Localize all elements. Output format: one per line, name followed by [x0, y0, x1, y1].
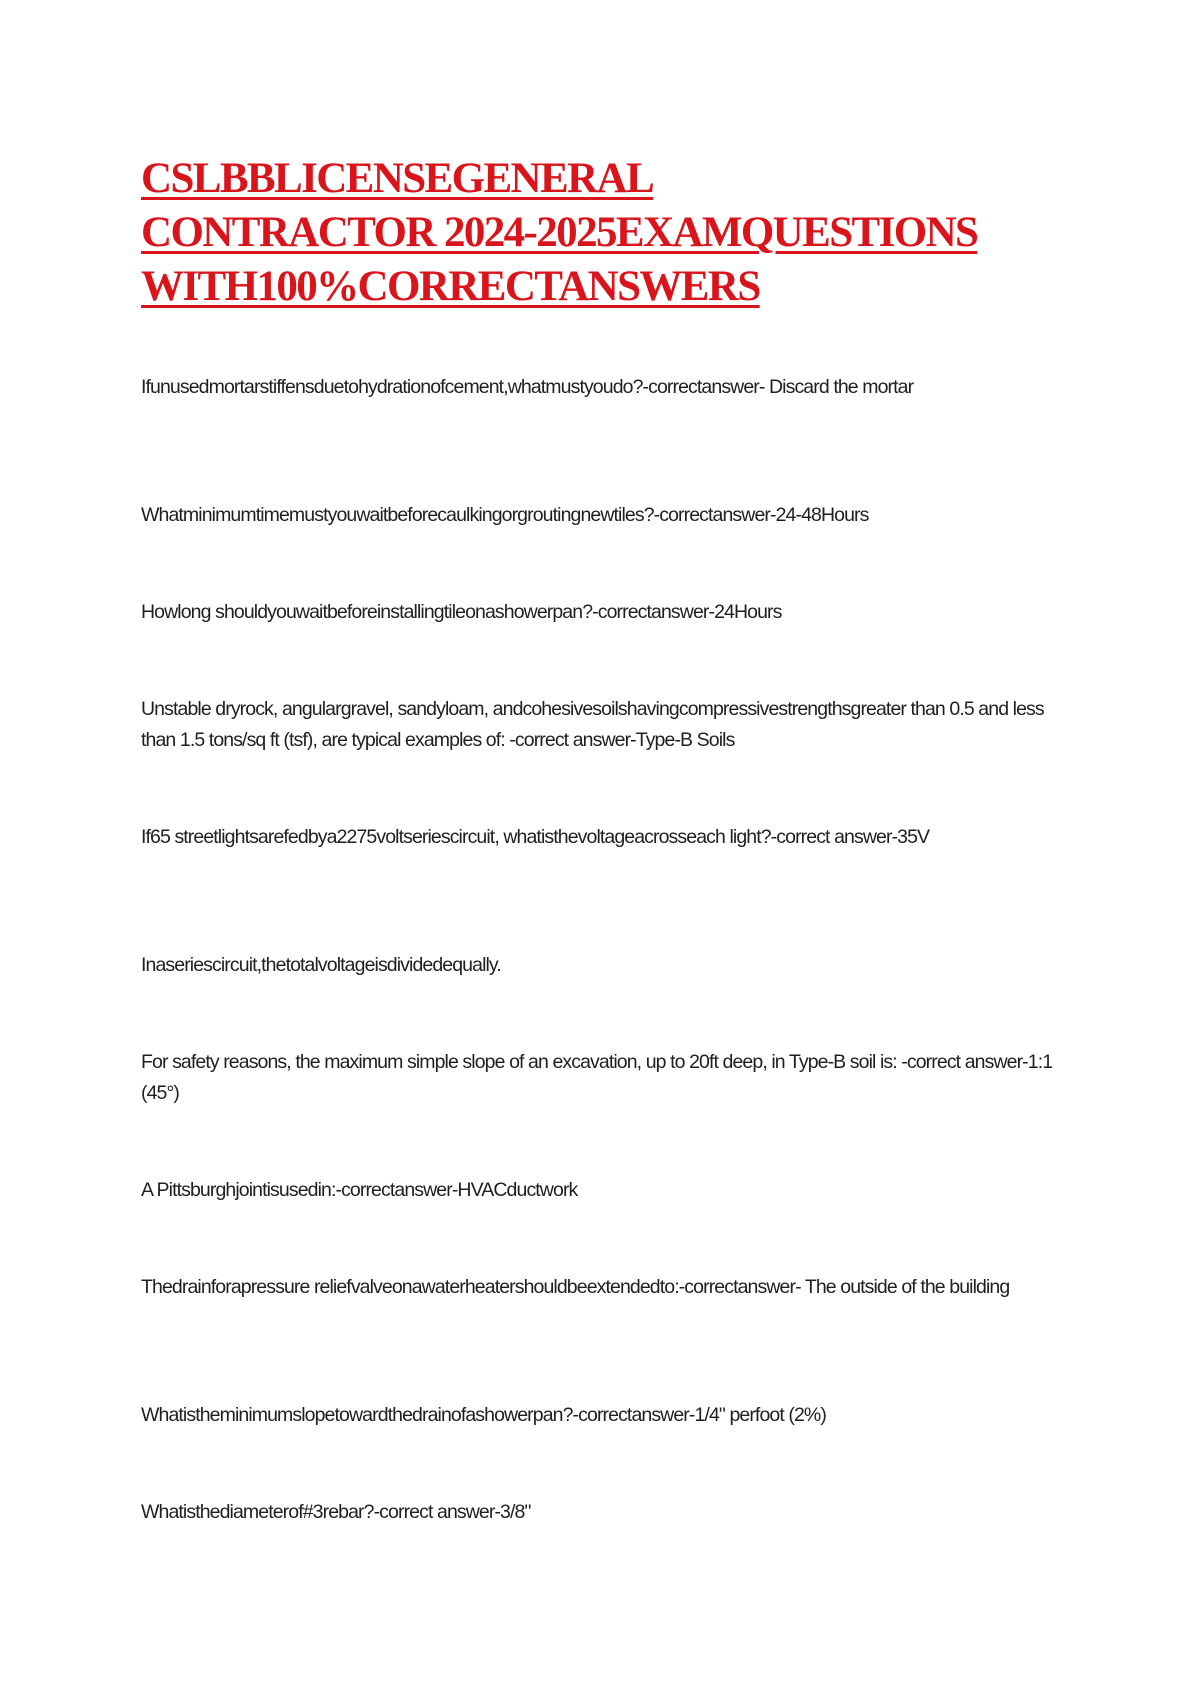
- qa-item: Unstable dryrock, angulargravel, sandyloam, andcohesivesoilshavingcompressivestrengthsgreater than 0.5 and less than 1.5 tons/sq ft (tsf), are typical examples of: -correct answer-Type-B Soils: [141, 698, 1044, 751]
- qa-item: Inaseriescircuit,thetotalvoltageisdividedequally.: [141, 954, 501, 976]
- qa-item: Ifunusedmortarstiffensduetohydrationofcement,whatmustyoudo?-correctanswer- Discard the mortar: [141, 376, 914, 398]
- qa-item: Whatisthediameterof#3rebar?-correct answer-3/8": [141, 1501, 531, 1523]
- qa-item: Howlong shouldyouwaitbeforeinstallingtileonashowerpan?-correctanswer-24Hours: [141, 601, 782, 623]
- qa-item: For safety reasons, the maximum simple slope of an excavation, up to 20ft deep, in Type-B soil is: -correct answer-1:1 (45°): [141, 1051, 1053, 1104]
- title-line: CSLBBLICENSEGENERAL: [141, 155, 654, 202]
- qa-item: Whatistheminimumslopetowardthedrainofashowerpan?-correctanswer-1/4" perfoot (2%): [141, 1404, 826, 1426]
- qa-item: A Pittsburghjointisusedin:-correctanswer-HVACductwork: [141, 1179, 578, 1201]
- qa-item: Thedrainforapressure reliefvalveonawaterheatershouldbeextendedto:-correctanswer- The outside of the building: [141, 1276, 1010, 1298]
- title-line: WITH100%CORRECTANSWERS: [141, 263, 760, 310]
- qa-item: If65 streetlightsarefedbya2275voltseriescircuit, whatisthevoltageacrosseach light?-correct answer-35V: [141, 826, 930, 848]
- title-line: CONTRACTOR 2024-2025EXAMQUESTIONS: [141, 209, 978, 256]
- question-list: [141, 372, 1061, 1594]
- qa-item: Whatminimumtimemustyouwaitbeforecaulkingorgroutingnewtiles?-correctanswer-24-48Hours: [141, 504, 869, 526]
- document-title: [141, 152, 1041, 314]
